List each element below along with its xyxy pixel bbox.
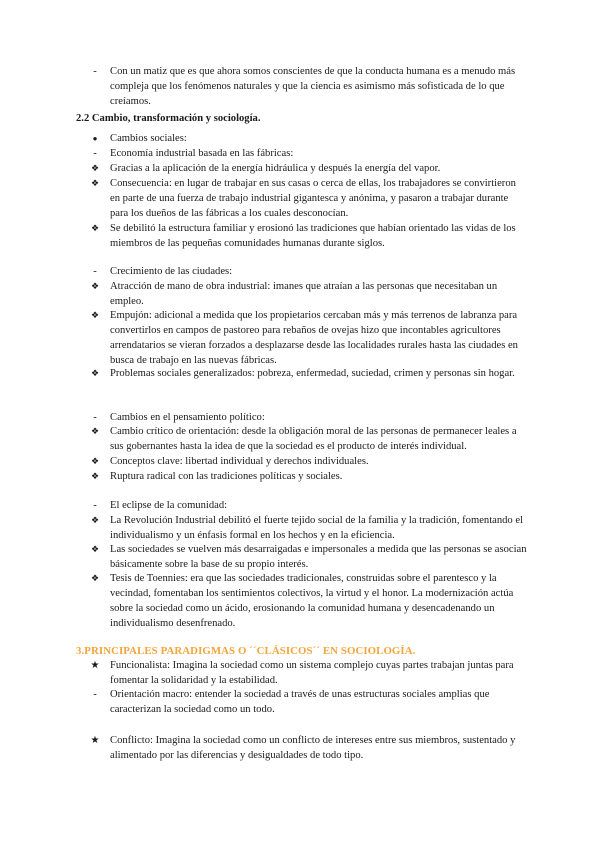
list-item-text: La Revolución Industrial debilitó el fuerte tejido social de la familia y la tradición, fomentando el individualismo y un énfasis formal en los hechos y en la eficiencia. [110, 515, 524, 541]
list-item-text: Tesis de Toennies: era que las sociedades tradicionales, construidas sobre el parentesco y la vecindad, fomentaban los sentimientos colectivos, la virtud y el honor. La modernización actúa sobre la sociedad como un ácido, erosionando la comunidad humana y desencadenando un individualismo desenfrenado. [110, 573, 514, 629]
list-item-text: Conceptos clave: libertad individual y derechos individuales. [110, 456, 369, 467]
list-item-text: Orientación macro: entender la sociedad a través de unas estructuras sociales amplias que caracterizan la sociedad como un todo. [110, 689, 490, 715]
list-item-text: Atracción de mano de obra industrial: imanes que atraían a las personas que necesitaban un empleo. [110, 281, 498, 307]
dash-marker: - [93, 66, 97, 77]
dash-marker: - [93, 148, 97, 159]
diamond-bullet-icon: ❖ [90, 223, 100, 233]
list-item-text: Crecimiento de las ciudades: [110, 266, 233, 277]
diamond-bullet-icon: ❖ [90, 178, 100, 188]
diamond-bullet-icon: ❖ [90, 426, 100, 436]
diamond-bullet-icon: ❖ [90, 573, 100, 583]
list-item-text: Gracias a la aplicación de la energía hidráulica y después la energía del vapor. [110, 163, 441, 174]
diamond-bullet-icon: ❖ [90, 471, 100, 481]
list-item-text: El eclipse de la comunidad: [110, 500, 228, 511]
list-item-text: Ruptura radical con las tradiciones políticas y sociales. [110, 471, 343, 482]
list-item-text: Se debilitó la estructura familiar y erosionó las tradiciones que habían orientado las vidas de los miembros de las pequeñas comunidades humanas durante siglos. [110, 223, 516, 249]
section-heading: 3.PRINCIPALES PARADIGMAS O ´´CLÁSICOS´´ EN SOCIOLOGÍA. [76, 645, 416, 657]
star-bullet-icon: ★ [90, 735, 100, 746]
diamond-bullet-icon: ❖ [90, 281, 100, 291]
dash-marker: - [93, 689, 97, 700]
diamond-bullet-icon: ❖ [90, 544, 100, 554]
diamond-bullet-icon: ❖ [90, 368, 100, 378]
list-item-text: Las sociedades se vuelven más desarraigadas e impersonales a medida que las personas se asocian básicamente sobre la base de su propio interés. [110, 544, 527, 570]
section-heading: 2.2 Cambio, transformación y sociología. [76, 113, 261, 124]
list-item-text: Funcionalista: Imagina la sociedad como un sistema complejo cuyas partes trabajan juntas para fomentar la solidaridad y la estabilidad. [110, 660, 514, 686]
dash-marker: - [93, 500, 97, 511]
diamond-bullet-icon: ❖ [90, 310, 100, 320]
dash-marker: - [93, 412, 97, 423]
list-item-text: Economía industrial basada en las fábricas: [110, 148, 294, 159]
diamond-bullet-icon: ❖ [90, 456, 100, 466]
list-item-text: Con un matiz que es que ahora somos conscientes de que la conducta humana es a menudo más compleja que los fenómenos naturales y que la ciencia es asimismo más sofisticada de lo que creíamos. [110, 66, 516, 107]
list-item-text: Conflicto: Imagina la sociedad como un conflicto de intereses entre sus miembros, sustentado y alimentado por las diferencias y desigualdades de todo tipo. [110, 735, 516, 761]
dash-marker: - [93, 266, 97, 277]
diamond-bullet-icon: ❖ [90, 163, 100, 173]
star-bullet-icon: ★ [90, 660, 100, 671]
list-item-text: Consecuencia: en lugar de trabajar en sus casas o cerca de ellas, los trabajadores se convirtieron en parte de una fuerza de trabajo industrial gigantesca y anónima, y pasaron a trabajar durante para los dueños de las fábricas a los cuales desconocían. [110, 178, 516, 219]
list-item-text: Cambio crítico de orientación: desde la obligación moral de las personas de permanecer leales a sus gobernantes hasta la idea de que la sociedad es el producto de interés individual. [110, 426, 517, 452]
list-item-text: Problemas sociales generalizados: pobreza, enfermedad, suciedad, crimen y personas sin hogar. [110, 368, 515, 379]
diamond-bullet-icon: ❖ [90, 515, 100, 525]
bullet-icon: ● [92, 134, 98, 143]
list-item-text: Cambios sociales: [110, 133, 187, 144]
list-item-text: Cambios en el pensamiento político: [110, 412, 265, 423]
list-item-text: Empujón: adicional a medida que los propietarios cercaban más y más terrenos de labranza para convertirlos en campos de pastoreo para rebaños de ovejas hizo que incontables agricultores arrendatarios se vieran forzados a desplazarse desde las localidades rurales hasta las ciudades en busca de trabajo en las nuevas fábricas. [110, 310, 518, 366]
